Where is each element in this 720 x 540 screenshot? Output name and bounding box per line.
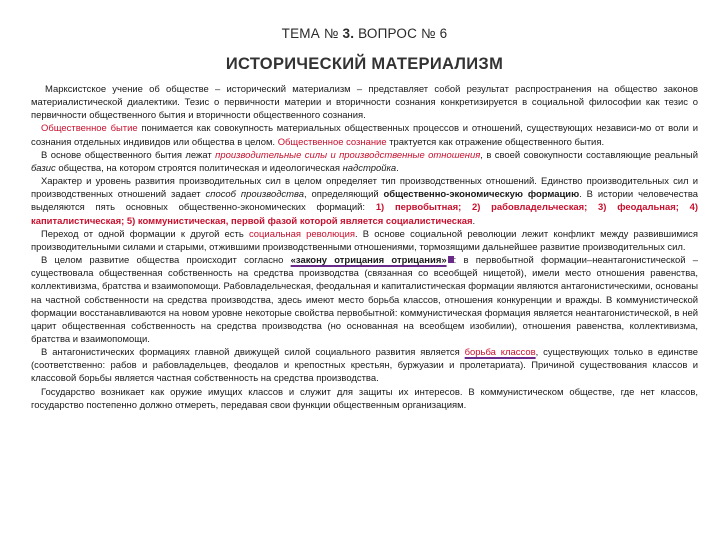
paragraph-4: [31, 175, 698, 228]
formations-list: 1) первобытная; 2) рабовладельческая; 3) феодальная; 4) капиталистическая; 5) коммунистическая, первой фазой которой является социалистическая: [31, 202, 698, 227]
term-class-struggle: борьба классов: [464, 347, 536, 359]
paragraph-5-text-a: Переход от одной формации к другой есть: [41, 228, 249, 240]
paragraph-4-text-a: Характер и уровень развития производительных сил в целом определяет тип производственных отношений. Единство производительных сил и производственных отношений задает: [31, 176, 698, 201]
paragraph-3-text-b: , в своей совокупности составляющие реальный: [480, 149, 698, 161]
paragraph-6: [31, 254, 698, 346]
term-basis: базис: [31, 162, 56, 174]
term-production-relations: производственные отношения: [339, 149, 481, 161]
paragraph-2-text-b: трактуется как отражение общественного бытия.: [386, 136, 605, 148]
paragraph-1-text: Марксистское учение об обществе – исторический материализм – представляет собой результат распространения на общество законов материалистической диалектики. Тезис о первичности материи и вторичности сознания конкретизируется в социальной философии как тезис о первичности общественного бытия и вторичности общественного сознания.: [31, 84, 698, 122]
term-social-revolution: социальная революция: [248, 228, 355, 240]
paragraph-3-period: .: [396, 162, 399, 174]
question-label: ВОПРОС № 6: [358, 26, 448, 41]
paragraph-3-conjunction: и: [327, 149, 340, 161]
term-mode-of-production: способ производства: [205, 189, 304, 201]
paragraph-5: [31, 228, 698, 254]
page-title: ИСТОРИЧЕСКИЙ МАТЕРИАЛИЗМ: [225, 55, 504, 73]
paragraph-7-text-b: , существующих только в единстве (соответственно: рабов и рабовладельцев, феодалов и крепостных крестьян, буржуазии и пролетариата). Причиной существования классов и классовой борьбы является частная собственность на средства производства.: [31, 347, 698, 385]
paragraph-3: [31, 149, 698, 175]
paragraph-3-text-a: В основе общественного бытия лежат: [41, 149, 216, 161]
paragraph-6-text-a: В целом развитие общества происходит согласно: [41, 255, 291, 267]
term-negation-of-negation: «закону отрицания отрицания»: [290, 255, 447, 267]
paragraph-1: [31, 83, 698, 122]
topic-number: 3.: [342, 26, 355, 41]
paragraph-5-text-b: . В основе социальной революции лежит конфликт между развившимися производительными силами и старыми, отжившими производственными отношениями, тормозящими дальнейшее развитие производительных сил.: [31, 228, 698, 253]
paragraph-7: [31, 346, 698, 385]
paragraph-4-period: .: [472, 215, 476, 227]
paragraph-8-text: Государство возникает как оружие имущих классов и служит для защиты их интересов. В коммунистическом обществе, где нет классов, государство постепенно должно отмереть, передавая свои функции общественным организациям.: [31, 386, 698, 411]
paragraph-4-text-c: . В истории человечества выделяются пять основных общественно-экономических формаций:: [31, 189, 698, 214]
paragraph-3-text-c: общества, на котором строятся политическая и идеологическая: [55, 162, 343, 174]
paragraph-4-text-b: , определяющий: [303, 189, 384, 201]
term-productive-forces: производительные силы: [215, 149, 328, 161]
paragraph-7-text-a: В антагонистических формациях главной движущей силой социального развития является: [41, 347, 465, 359]
topic-header: [31, 26, 698, 41]
paragraph-2: [31, 122, 698, 148]
term-social-being: Общественное бытие: [41, 123, 138, 135]
topic-label: ТЕМА №: [281, 26, 339, 41]
body-text: [31, 83, 698, 412]
paragraph-8: [31, 386, 698, 412]
term-superstructure: надстройка: [342, 162, 397, 174]
paragraph-2-text-a: понимается как совокупность материальных общественных процессов и отношений, существующих независи-мо от воли и сознания отдельных индивидов или общества в целом.: [31, 123, 698, 148]
paragraph-6-text-b: : в первобытной формации–неантагонистической – существовала общественная собственность на средства производства (связанная со всеобщей нищетой), имели место отношения равенства, коллективизма, братства и взаимопомощи. Рабовладельческая, феодальная и капиталистическая формации являются антагонистическими, основаны на частной собственности на средства производства, здесь имеют место борьба классов, отношения конкуренции и вражды. В коммунистической формации восстанавливаются на новом уровне некоторые свойства первобытной: коммунистическая формация является неантагонистической, в ней царит общественная собственность на средства производства (но основанная на всеобщем изобилии), отношения равенства, коллективизма, братства и взаимопомощи.: [31, 255, 699, 345]
term-social-consciousness: Общественное сознание: [277, 136, 387, 148]
term-socio-economic-formation: общественно-экономическую формацию: [383, 189, 580, 201]
